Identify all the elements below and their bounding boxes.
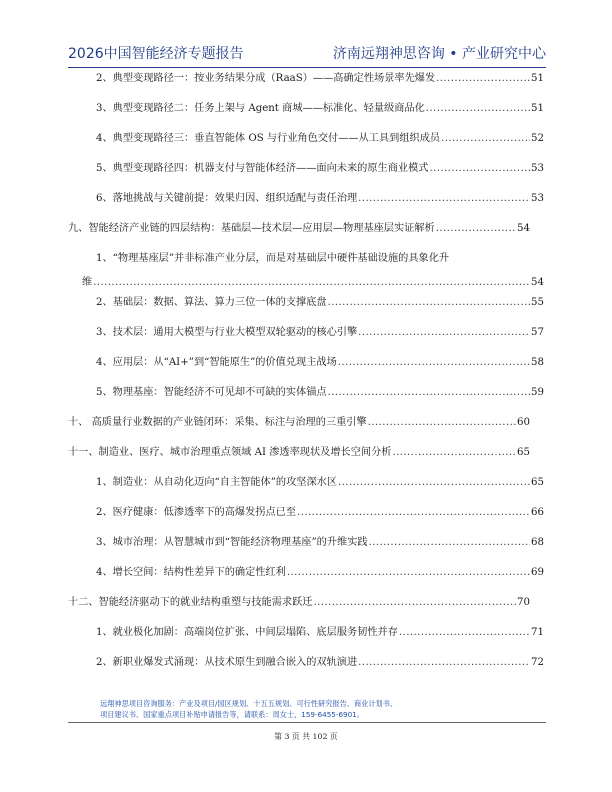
toc-entry-text: 5、典型变现路径四：机器支付与智能体经济——面向未来的原生商业模式 xyxy=(96,163,429,174)
toc-entry-text: 4、应用层：从“AI+”到“智能原生”的价值兑现主战场 xyxy=(96,357,337,368)
toc-section-entry[interactable] xyxy=(96,132,544,146)
toc-section-entry[interactable] xyxy=(82,252,544,290)
toc-entry-text: 3、典型变现路径二：任务上架与 Agent 商城——标准化、轻量级商品化 xyxy=(96,103,425,114)
toc-page-number: 51 xyxy=(531,103,544,114)
toc-leader-dots xyxy=(426,102,530,116)
toc-section-entry[interactable] xyxy=(96,656,544,670)
toc-leader-dots xyxy=(392,446,516,460)
toc-page-number: 53 xyxy=(531,163,544,174)
toc-entry-text: 4、增长空间：结构性差异下的确定性红利 xyxy=(96,567,286,578)
toc-entry-continuation-line xyxy=(82,276,544,290)
toc-leader-dots xyxy=(93,276,530,290)
toc-entry-text-continuation: 维 xyxy=(82,277,93,288)
toc-section-entry[interactable] xyxy=(96,566,544,580)
toc-section-entry[interactable] xyxy=(96,162,544,176)
report-title: 2026中国智能经济专题报告 xyxy=(68,46,244,62)
toc-section-entry[interactable] xyxy=(96,296,544,310)
toc-section-entry[interactable] xyxy=(96,72,544,86)
toc-page-number: 52 xyxy=(531,133,544,144)
toc-entry-text: 1、制造业：从自动化迈向“自主智能体”的攻坚深水区 xyxy=(96,477,338,488)
toc-leader-dots xyxy=(328,386,530,400)
toc-page-number: 65 xyxy=(531,477,544,488)
toc-page-number: 68 xyxy=(531,537,544,548)
toc-leader-dots xyxy=(297,506,530,520)
toc-entry-text: 九、智能经济产业链的四层结构：基础层—技术层—应用层—物理基座层实证解析 xyxy=(68,223,435,234)
toc-section-entry[interactable] xyxy=(96,326,544,340)
toc-page-number: 71 xyxy=(531,627,544,638)
toc-section-entry[interactable] xyxy=(96,102,544,116)
toc-section-entry[interactable] xyxy=(96,386,544,400)
toc-page-number: 60 xyxy=(517,417,530,428)
toc-page-number: 57 xyxy=(531,327,544,338)
toc-entry-text: 6、落地挑战与关键前提：效果归因、组织适配与责任治理 xyxy=(96,193,358,204)
toc-leader-dots xyxy=(358,656,530,670)
toc-leader-dots xyxy=(358,326,530,340)
toc-entry-text: 2、新职业爆发式涌现：从技术原生到融合嵌入的双轨演进 xyxy=(96,657,358,668)
toc-leader-dots xyxy=(436,222,516,236)
toc-chapter-entry[interactable] xyxy=(68,446,530,460)
toc-leader-dots xyxy=(436,72,530,86)
toc-entry-text: 5、物理基座：智能经济不可见却不可缺的实体锚点 xyxy=(96,387,327,398)
toc-section-entry[interactable] xyxy=(96,506,544,520)
toc-entry-text: 1、就业极化加剧：高端岗位扩张、中间层塌陷、底层服务韧性并存 xyxy=(96,627,398,638)
toc-section-entry[interactable] xyxy=(96,356,544,370)
footer-note-line: 项目建议书、国家重点项目补贴申请报告等，请联系：周女士，159-6455-6901。 xyxy=(100,710,364,719)
toc-page-number: 54 xyxy=(531,277,544,288)
toc-leader-dots xyxy=(441,132,530,146)
toc-leader-dots xyxy=(338,476,530,490)
footer-divider xyxy=(68,722,546,723)
toc-page-number: 66 xyxy=(531,507,544,518)
toc-entry-text: 十、 高质量行业数据的产业链闭环：采集、标注与治理的三重引擎 xyxy=(68,417,367,428)
toc-page-number: 70 xyxy=(517,597,530,608)
page-header xyxy=(68,40,546,68)
toc-section-entry[interactable] xyxy=(96,192,544,206)
toc-page-number: 58 xyxy=(531,357,544,368)
toc-entry-text: 2、基础层：数据、算法、算力三位一体的支撑底盘 xyxy=(96,297,327,308)
toc-page-number: 53 xyxy=(531,193,544,204)
toc-page-number: 59 xyxy=(531,387,544,398)
toc-page-number: 54 xyxy=(517,223,530,234)
toc-entry-text: 3、城市治理：从智慧城市到“智能经济物理基座”的升维实践 xyxy=(96,537,368,548)
toc-leader-dots xyxy=(338,356,530,370)
footer-note xyxy=(100,698,520,720)
toc-entry-text: 4、典型变现路径三：垂直智能体 OS 与行业角色交付——从工具到组织成员 xyxy=(96,133,441,144)
toc-page-number: 65 xyxy=(517,447,530,458)
toc-page-number: 72 xyxy=(531,657,544,668)
toc-leader-dots xyxy=(369,536,530,550)
toc-leader-dots xyxy=(368,416,516,430)
toc-section-entry[interactable] xyxy=(96,626,544,640)
toc-entry-text: 3、技术层：通用大模型与行业大模型双轮驱动的核心引擎 xyxy=(96,327,358,338)
toc-chapter-entry[interactable] xyxy=(68,416,530,430)
toc-entry-text: 2、典型变现路径一：按业务结果分成（RaaS）——高确定性场景率先爆发 xyxy=(96,73,436,84)
toc-entry-text: 1、“物理基座层”并非标准产业分层，而是对基础层中硬件基础设施的具象化升 xyxy=(96,253,450,264)
toc-leader-dots xyxy=(358,192,530,206)
toc-entry-text: 十一、制造业、医疗、城市治理重点领域 AI 渗透率现状及增长空间分析 xyxy=(68,447,392,458)
toc-page-number: 55 xyxy=(531,297,544,308)
toc-leader-dots xyxy=(429,162,530,176)
toc-leader-dots xyxy=(314,596,517,610)
toc-leader-dots xyxy=(399,626,530,640)
toc-entry-text: 十二、智能经济驱动下的就业结构重塑与技能需求跃迁 xyxy=(68,597,313,608)
toc-chapter-entry[interactable] xyxy=(68,222,530,236)
toc-chapter-entry[interactable] xyxy=(68,596,530,610)
toc-section-entry[interactable] xyxy=(96,476,544,490)
toc-section-entry[interactable] xyxy=(96,536,544,550)
toc-page-number: 51 xyxy=(531,73,544,84)
toc-entry-text: 2、医疗健康：低渗透率下的高爆发拐点已至 xyxy=(96,507,297,518)
footer-note-line: 远翔神思项目咨询服务：产业及项目/园区规划、十五五规划、可行性研究报告、商业计划书、 xyxy=(100,699,398,708)
toc-leader-dots xyxy=(287,566,530,580)
company-name: 济南远翔神思咨询 • 产业研究中心 xyxy=(332,46,546,62)
page-number: 第 3 页 共 102 页 xyxy=(274,732,338,741)
toc-leader-dots xyxy=(328,296,530,310)
toc-page-number: 69 xyxy=(531,567,544,578)
